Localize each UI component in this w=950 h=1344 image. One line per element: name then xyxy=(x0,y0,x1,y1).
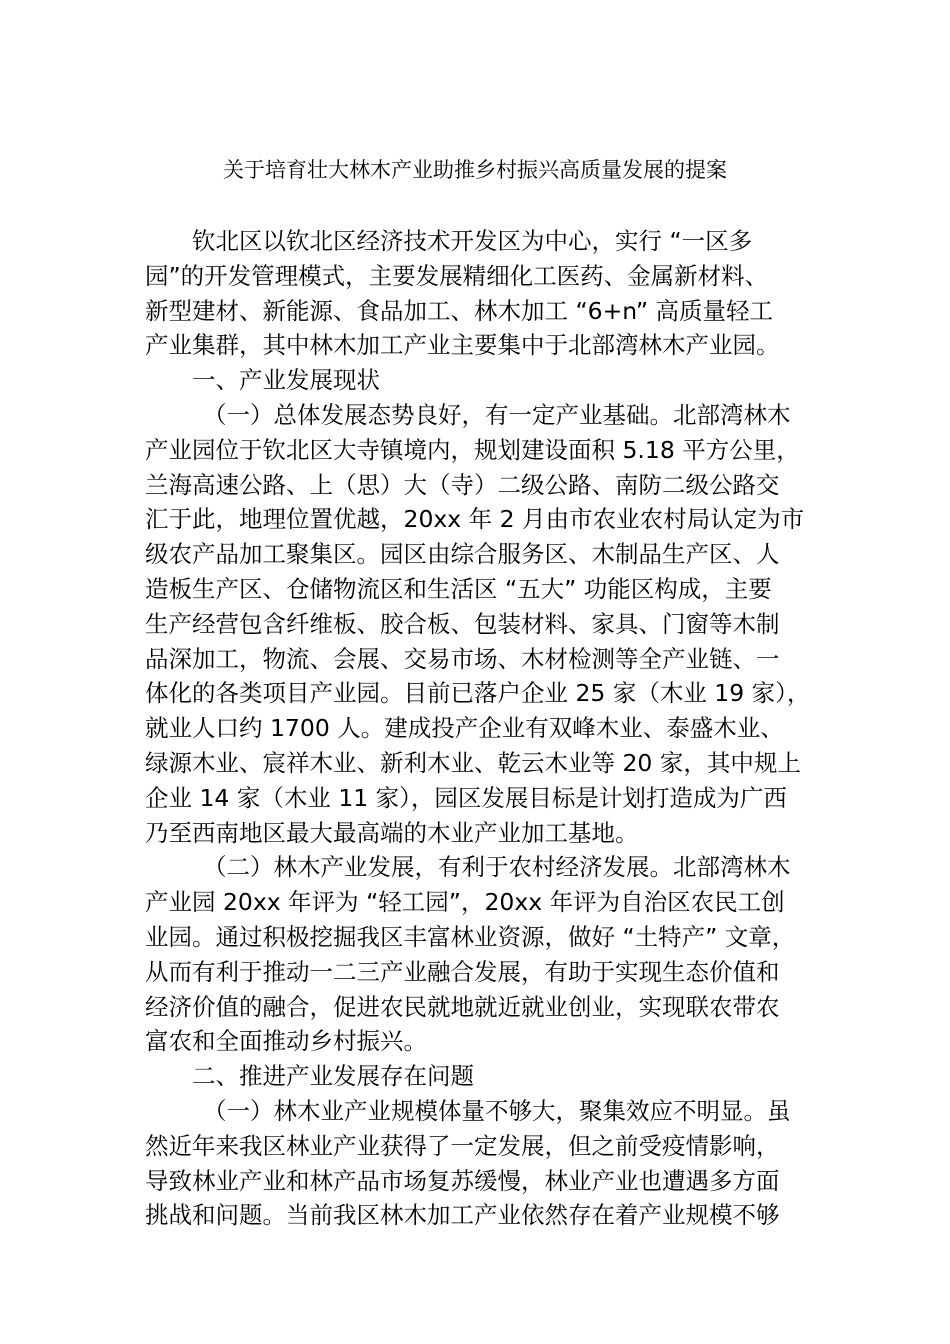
paragraph-line: 乃至西南地区最大最高端的木业产业加工基地。 xyxy=(145,818,639,847)
paragraph-line: 品深加工，物流、会展、交易市场、木材检测等全产业链、一 xyxy=(145,644,780,673)
paragraph-line: （一）林木业产业规模体量不够大，聚集效应不明显。虽 xyxy=(203,1096,791,1125)
paragraph-line: 就业人口约 1700 人。建成投产企业有双峰木业、泰盛木业、 xyxy=(145,714,784,743)
document-body xyxy=(145,224,825,1233)
paragraph-line: 导致林业产业和林产品市场复苏缓慢，林业产业也遭遇多方面 xyxy=(145,1166,780,1195)
section-heading: 二、推进产业发展存在问题 xyxy=(192,1062,474,1091)
paragraph-line: 业园。通过积极挖掘我区丰富林业资源，做好 “土特产” 文章， xyxy=(145,922,796,951)
paragraph-line: 产业园 20xx 年评为 “轻工园”，20xx 年评为自治区农民工创 xyxy=(145,888,785,917)
paragraph-line: 兰海高速公路、上（思）大（寺）二级公路、南防二级公路交 xyxy=(145,470,780,499)
paragraph-line: 挑战和问题。当前我区林木加工产业依然存在着产业规模不够 xyxy=(145,1201,780,1230)
paragraph-line: 经济价值的融合，促进农民就地就近就业创业，实现联农带农 xyxy=(145,992,780,1021)
paragraph-line: （一）总体发展态势良好，有一定产业基础。北部湾林木 xyxy=(203,400,791,429)
paragraph-line: 生产经营包含纤维板、胶合板、包装材料、家具、门窗等木制 xyxy=(145,609,780,638)
paragraph-line: （二）林木产业发展，有利于农村经济发展。北部湾林木 xyxy=(203,853,791,882)
paragraph-line: 级农产品加工聚集区。园区由综合服务区、木制品生产区、人 xyxy=(145,540,780,569)
section-heading: 一、产业发展现状 xyxy=(192,366,380,395)
paragraph-line: 然近年来我区林业产业获得了一定发展，但之前受疫情影响， xyxy=(145,1131,780,1160)
paragraph-line: 产业集群，其中林木加工产业主要集中于北部湾林木产业园。 xyxy=(145,331,780,360)
paragraph-line: 造板生产区、仓储物流区和生活区 “五大” 功能区构成，主要 xyxy=(145,574,772,603)
paragraph-line: 园”的开发管理模式，主要发展精细化工医药、金属新材料、 xyxy=(145,261,769,290)
paragraph-line: 体化的各类项目产业园。目前已落户企业 25 家（木业 19 家）， xyxy=(145,679,811,708)
paragraph-line: 钦北区以钦北区经济技术开发区为中心，实行 “一区多 xyxy=(192,227,753,255)
paragraph-line: 汇于此，地理位置优越，20xx 年 2 月由市农业农村局认定为市 xyxy=(145,505,805,534)
document-title: 关于培育壮大林木产业助推乡村振兴高质量发展的提案 xyxy=(223,158,727,182)
paragraph-line: 企业 14 家（木业 11 家），园区发展目标是计划打造成为广西 xyxy=(145,783,787,812)
paragraph-line: 绿源木业、宸祥木业、新利木业、乾云木业等 20 家，其中规上 xyxy=(145,748,801,777)
paragraph-line: 从而有利于推动一二三产业融合发展，有助于实现生态价值和 xyxy=(145,957,780,986)
paragraph-line: 新型建材、新能源、食品加工、林木加工 “6+n” 高质量轻工 xyxy=(145,296,774,325)
paragraph-line: 产业园位于钦北区大寺镇境内，规划建设面积 5.18 平方公里， xyxy=(145,435,800,464)
paragraph-line: 富农和全面推动乡村振兴。 xyxy=(145,1027,427,1056)
